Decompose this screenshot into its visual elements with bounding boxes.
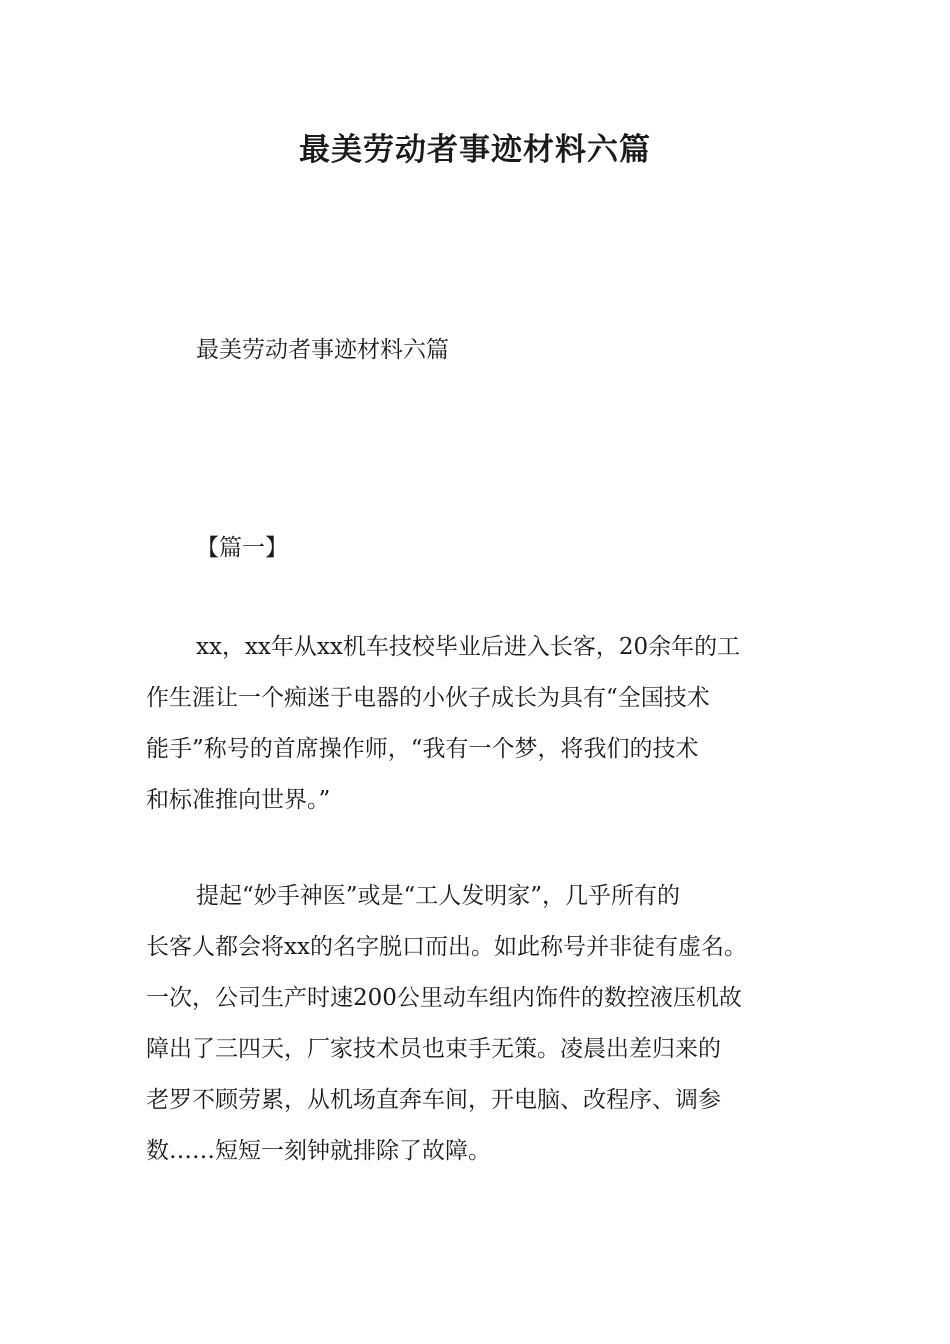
paragraph-line: xx，xx年从xx机车技校毕业后进入长客，20余年的工 (196, 634, 741, 660)
paragraph-line: 作生涯让一个痴迷于电器的小伙子成长为具有“全国技术 (146, 685, 710, 711)
document-subtitle: 最美劳动者事迹材料六篇 (196, 337, 449, 363)
document-title: 最美劳动者事迹材料六篇 (299, 132, 651, 168)
paragraph-line: 障出了三四天，厂家技术员也束手无策。凌晨出差归来的 (146, 1036, 721, 1062)
paragraph-1 (146, 622, 818, 826)
section-label: 【篇一】 (196, 535, 288, 561)
paragraph-line: 一次，公司生产时速200公里动车组内饰件的数控液压机故 (146, 985, 742, 1011)
paragraph-2 (146, 871, 818, 1177)
paragraph-line: 提起“妙手神医”或是“工人发明家”，几乎所有的 (196, 883, 681, 909)
paragraph-line: 老罗不顾劳累，从机场直奔车间，开电脑、改程序、调参 (146, 1087, 721, 1113)
paragraph-line: 和标准推向世界。” (146, 787, 331, 813)
paragraph-line: 数……短短一刻钟就排除了故障。 (146, 1138, 491, 1164)
paragraph-line: 长客人都会将xx的名字脱口而出。如此称号并非徒有虚名。 (146, 934, 747, 960)
paragraph-line: 能手”称号的首席操作师，“我有一个梦，将我们的技术 (146, 736, 699, 762)
